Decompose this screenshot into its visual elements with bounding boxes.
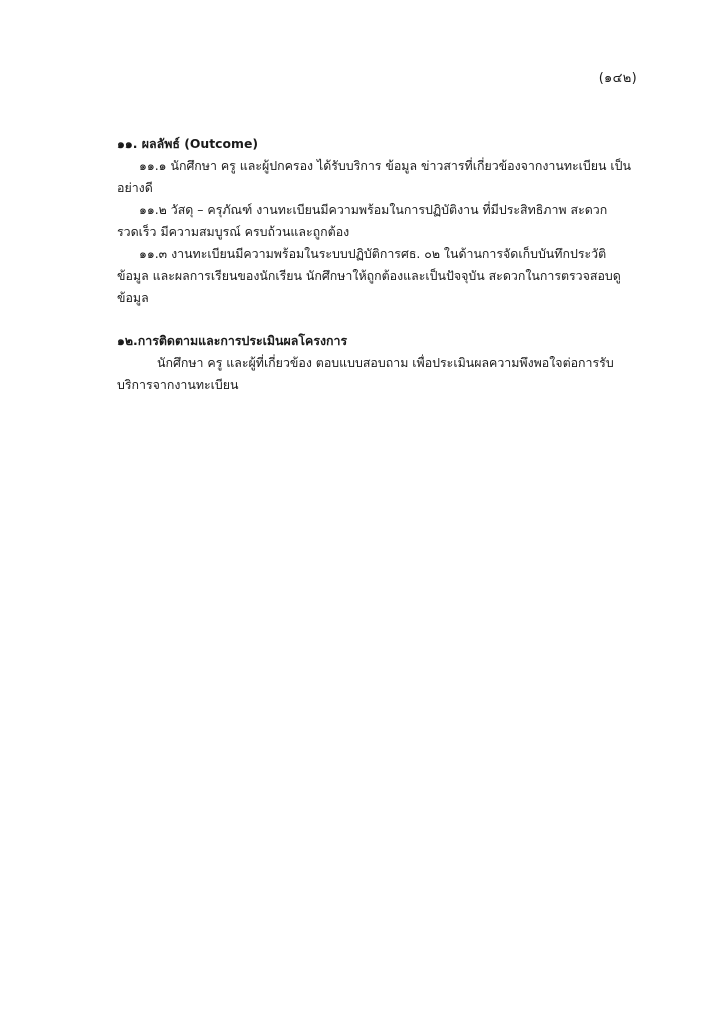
outcome-item-1-line-1: ๑๑.๑ นักศึกษา ครู และผู้ปกครอง ได้รับบริการ ข้อมูล ข่าวสารที่เกี่ยวข้องจากงานทะเบียน เป็น (139, 158, 631, 173)
outcome-item-3-line-1: ๑๑.๓ งานทะเบียนมีความพร้อมในระบบปฏิบัติการศธ. ๐๒ ในด้านการจัดเก็บบันทึกประวัติ (139, 246, 607, 261)
outcome-item-2-line-2: รวดเร็ว มีความสมบูรณ์ ครบถ้วนและถูกต้อง (117, 224, 350, 239)
page-number: (๑๔๒) (598, 71, 637, 86)
outcome-item-3-line-2: ข้อมูล และผลการเรียนของนักเรียน นักศึกษาให้ถูกต้องและเป็นปัจจุบัน สะดวกในการตรวจสอบดู (117, 268, 621, 283)
evaluation-body-line-2: บริการจากงานทะเบียน (117, 377, 239, 392)
section-11-heading: ๑๑. ผลลัพธ์ (Outcome) (117, 136, 259, 151)
document-body (117, 133, 637, 396)
evaluation-body-line-1: นักศึกษา ครู และผู้ที่เกี่ยวข้อง ตอบแบบสอบถาม เพื่อประเมินผลความพึงพอใจต่อการรับ (157, 355, 614, 370)
outcome-item-3-line-3: ข้อมูล (117, 290, 149, 305)
outcome-item-2-line-1: ๑๑.๒ วัสดุ – ครุภัณฑ์ งานทะเบียนมีความพร้อมในการปฏิบัติงาน ที่มีประสิทธิภาพ สะดวก (139, 202, 608, 217)
section-spacer (117, 309, 637, 330)
section-12-heading: ๑๒.การติดตามและการประเมินผลโครงการ (117, 333, 348, 348)
outcome-item-1-line-2: อย่างดี (117, 180, 153, 195)
